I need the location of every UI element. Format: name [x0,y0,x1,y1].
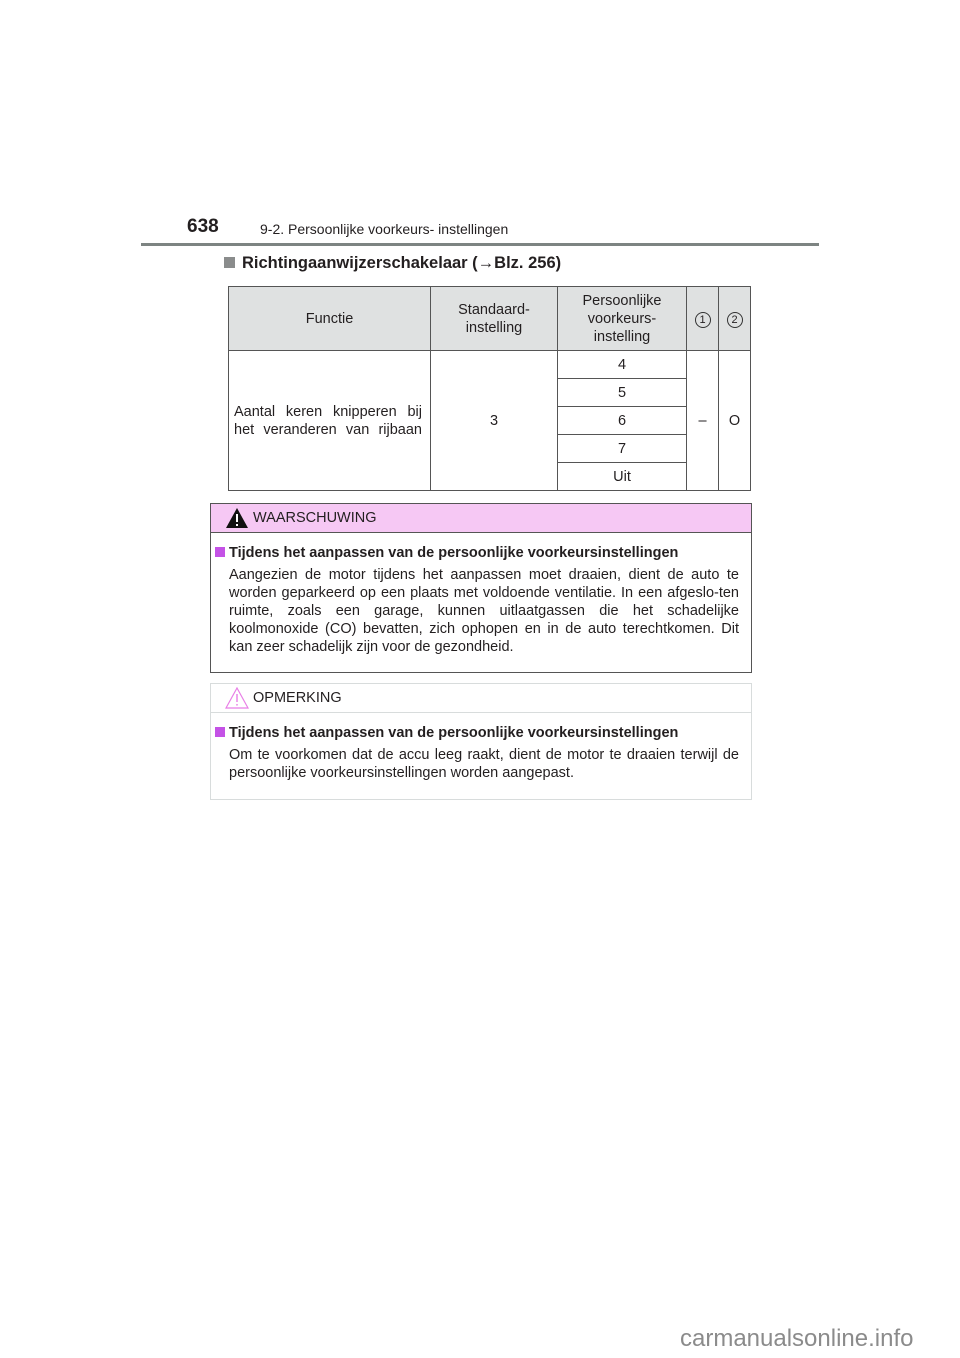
notice-header [211,684,751,713]
cell-col-1: – [687,351,719,491]
header-functie: Functie [229,287,431,351]
header-divider [141,243,819,246]
header-line: Standaard- [458,301,530,318]
cell-option: 7 [558,435,687,463]
notice-heading [215,725,678,741]
warning-triangle-icon [225,507,249,529]
watermark: carmanualsonline.info [680,1325,914,1352]
cell-functie: Aantal keren knipperen bij het veranderen van rijbaan [229,351,431,491]
notice-label: OPMERKING [253,690,342,706]
notice-heading-text: Tijdens het aanpassen van de persoonlijke voorkeursinstellingen [229,725,679,741]
warning-label: WAARSCHUWING [253,510,377,526]
circled-2-icon: 2 [727,312,743,328]
header-col-1 [687,287,719,351]
chapter-title: 9-2. Persoonlijke voorkeurs- instellingen [260,221,509,237]
circled-1-icon: 1 [695,312,711,328]
warning-text: Aangezien de motor tijdens het aanpassen moet draaien, dient de auto te worden geparkeerd op een plaats met voldoende ventilatie. In een afgeslo-ten ruimte, zoals een garage, kunnen uitlaatgassen die het schadelijke koolmonoxide (CO) bevatten, zich ophopen en in de auto terechtkomen. Dit kan zeer schadelijk zijn voor de gezondheid. [229,567,739,655]
header-line: Persoonlijke [582,292,662,309]
warning-header [211,504,751,533]
warning-heading-text: Tijdens het aanpassen van de persoonlijke voorkeursinstellingen [229,545,679,561]
warning-heading [215,545,678,561]
header-persoonlijk [558,287,687,351]
table-header-row [229,287,751,351]
cell-option: Uit [558,463,687,491]
cell-standaard: 3 [431,351,558,491]
header-col-2 [719,287,751,351]
section-title [224,254,561,273]
cell-option: 4 [558,351,687,379]
cell-option: 5 [558,379,687,407]
header-standaard [431,287,558,351]
square-bullet-icon [215,727,225,737]
page-number: 638 [187,216,219,237]
table-row [229,351,751,379]
square-bullet-icon [224,257,235,268]
caution-triangle-icon [225,687,249,709]
notice-text: Om te voorkomen dat de accu leeg raakt, dient de motor te draaien terwijl de persoonlijke voorkeursinstellingen worden aangepast. [229,747,739,781]
cell-option: 6 [558,407,687,435]
header-line: instelling [593,328,651,345]
notice-box [210,683,752,800]
cell-col-2: O [719,351,751,491]
warning-box [210,503,752,673]
header-line: voorkeurs- [587,310,657,327]
square-bullet-icon [215,547,225,557]
settings-table [228,286,751,491]
section-title-text: Richtingaanwijzerschakelaar (→Blz. 256) [242,254,562,272]
header-line: instelling [465,319,523,336]
